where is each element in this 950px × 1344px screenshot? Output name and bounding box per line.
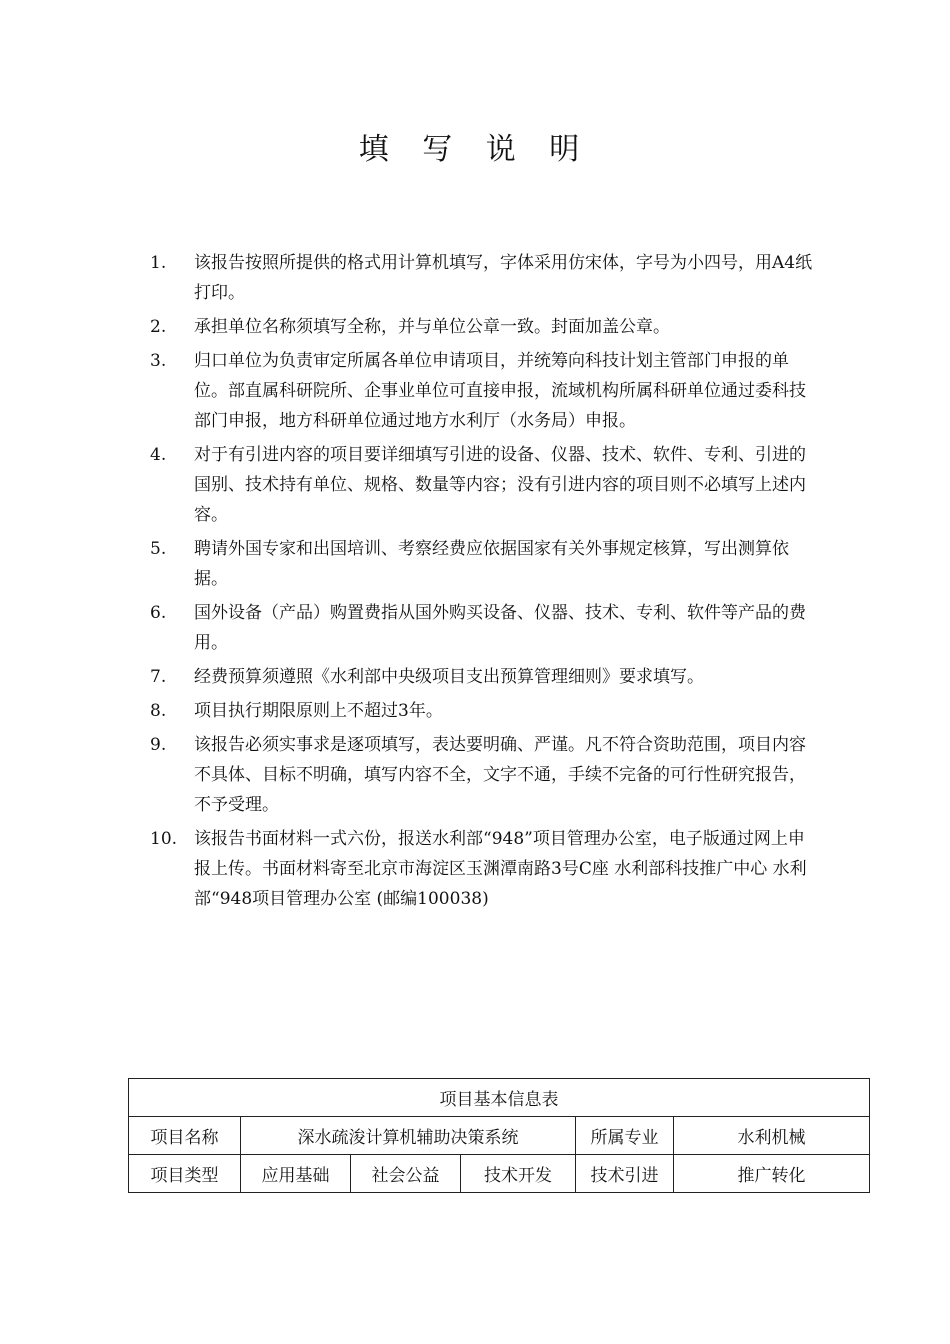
type-option: 社会公益 — [351, 1155, 461, 1193]
major-label: 所属专业 — [576, 1117, 674, 1155]
type-option: 技术引进 — [576, 1155, 674, 1193]
list-item — [150, 440, 820, 530]
type-option: 技术开发 — [461, 1155, 576, 1193]
list-item — [150, 312, 820, 342]
table-row — [129, 1155, 870, 1193]
item-number: 7. — [150, 667, 167, 687]
item-number: 9. — [150, 735, 167, 755]
item-number: 10. — [150, 829, 178, 849]
item-text: 归口单位为负责审定所属各单位申请项目，并统筹向科技计划主管部门申报的单位。部直属科研院所、企事业单位可直接申报，流域机构所属科研单位通过委科技部门申报，地方科研单位通过地方水利厅（水务局）申报。 — [194, 351, 806, 431]
major-value: 水利机械 — [674, 1117, 870, 1155]
item-number: 5. — [150, 539, 167, 559]
item-number: 6. — [150, 603, 167, 623]
table-header: 项目基本信息表 — [129, 1079, 870, 1117]
item-text: 项目执行期限原则上不超过3年。 — [194, 701, 443, 721]
type-option: 推广转化 — [674, 1155, 870, 1193]
project-info-table — [128, 1078, 870, 1193]
item-text: 该报告按照所提供的格式用计算机填写，字体采用仿宋体，字号为小四号，用A4纸打印。 — [194, 253, 813, 303]
project-type-label: 项目类型 — [129, 1155, 241, 1193]
item-number: 1. — [150, 253, 167, 273]
item-text: 该报告书面材料一式六份，报送水利部“948”项目管理办公室，电子版通过网上申报上传。书面材料寄至北京市海淀区玉渊潭南路3号C座 水利部科技推广中心 水利部“948项目管理办公室 (邮编100038) — [194, 829, 807, 909]
item-text: 经费预算须遵照《水利部中央级项目支出预算管理细则》要求填写。 — [194, 667, 704, 687]
item-text: 对于有引进内容的项目要详细填写引进的设备、仪器、技术、软件、专利、引进的国别、技术持有单位、规格、数量等内容；没有引进内容的项目则不必填写上述内容。 — [194, 445, 806, 525]
list-item — [150, 346, 820, 436]
list-item — [150, 248, 820, 308]
type-option: 应用基础 — [241, 1155, 351, 1193]
table-row — [129, 1117, 870, 1155]
instruction-list — [150, 248, 820, 918]
item-text: 承担单位名称须填写全称，并与单位公章一致。封面加盖公章。 — [194, 317, 670, 337]
project-name-value: 深水疏浚计算机辅助决策系统 — [241, 1117, 576, 1155]
list-item — [150, 598, 820, 658]
list-item — [150, 534, 820, 594]
item-number: 8. — [150, 701, 167, 721]
item-number: 4. — [150, 445, 167, 465]
item-number: 3. — [150, 351, 167, 371]
item-number: 2. — [150, 317, 167, 337]
list-item — [150, 696, 820, 726]
item-text: 该报告必须实事求是逐项填写，表达要明确、严谨。凡不符合资助范围，项目内容不具体、目标不明确，填写内容不全，文字不通，手续不完备的可行性研究报告，不予受理。 — [194, 735, 806, 815]
page-title: 填 写 说 明 — [358, 132, 592, 167]
item-text: 聘请外国专家和出国培训、考察经费应依据国家有关外事规定核算，写出测算依据。 — [194, 539, 789, 589]
item-text: 国外设备（产品）购置费指从国外购买设备、仪器、技术、专利、软件等产品的费用。 — [194, 603, 806, 653]
list-item — [150, 730, 820, 820]
list-item — [150, 824, 820, 914]
project-name-label: 项目名称 — [129, 1117, 241, 1155]
list-item — [150, 662, 820, 692]
table-row — [129, 1079, 870, 1117]
